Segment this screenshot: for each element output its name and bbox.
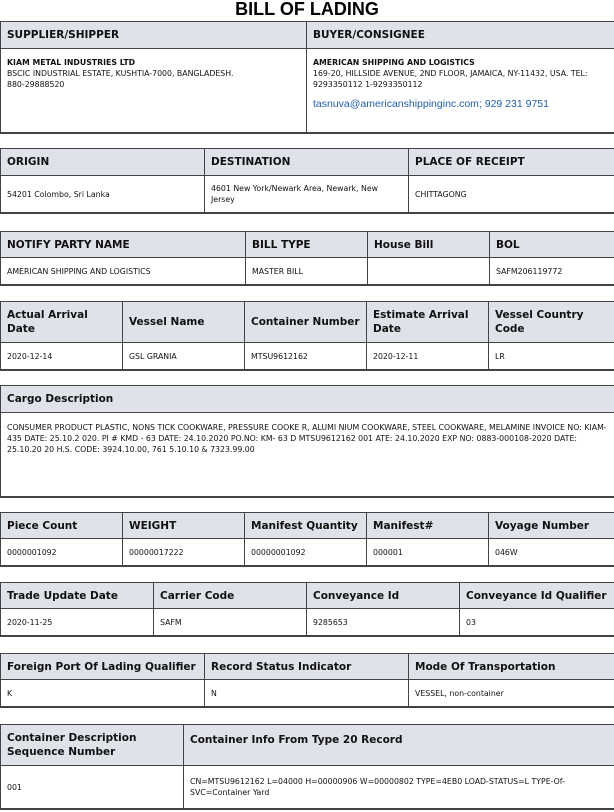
- container-sequence-value: 001: [1, 766, 184, 809]
- pieces-table: [0, 512, 614, 567]
- container-table: [0, 724, 614, 810]
- weight-value: 00000017222: [123, 539, 245, 566]
- conveyance-qualifier-header: Conveyance Id Qualifier: [460, 583, 614, 609]
- conveyance-qualifier-value: 03: [460, 609, 614, 636]
- vessel-name-header: Vessel Name: [123, 302, 245, 343]
- voyage-number-value: 046W: [489, 539, 614, 566]
- foreign-port-value: K: [1, 680, 205, 707]
- notify-party-header: NOTIFY PARTY NAME: [1, 232, 246, 258]
- actual-arrival-header: Actual Arrival Date: [1, 302, 123, 343]
- foreign-port-header: Foreign Port Of Lading Qualifier: [1, 654, 205, 680]
- estimate-arrival-header: Estimate Arrival Date: [367, 302, 489, 343]
- manifest-number-header: Manifest#: [367, 513, 489, 539]
- house-bill-value: [368, 258, 490, 285]
- consignee-header: BUYER/CONSIGNEE: [307, 22, 614, 49]
- house-bill-header: House Bill: [368, 232, 490, 258]
- conveyance-id-value: 9285653: [307, 609, 460, 636]
- place-of-receipt-header: PLACE OF RECEIPT: [409, 149, 614, 176]
- bol-value: SAFM206119772: [490, 258, 614, 285]
- container-number-value: MTSU9612162: [245, 343, 367, 370]
- notify-table: [0, 231, 614, 286]
- conveyance-id-header: Conveyance Id: [307, 583, 460, 609]
- estimate-arrival-value: 2020-12-11: [367, 343, 489, 370]
- consignee-name: AMERICAN SHIPPING AND LOGISTICS: [313, 58, 475, 67]
- manifest-quantity-header: Manifest Quantity: [245, 513, 367, 539]
- manifest-number-value: 000001: [367, 539, 489, 566]
- record-status-header: Record Status Indicator: [205, 654, 409, 680]
- place-of-receipt-value: CHITTAGONG: [409, 176, 614, 213]
- trade-update-value: 2020-11-25: [1, 609, 154, 636]
- container-info-header: Container Info From Type 20 Record: [184, 725, 614, 766]
- piece-count-value: 0000001092: [1, 539, 123, 566]
- mode-of-transport-value: VESSEL, non-container: [409, 680, 614, 707]
- destination-value: 4601 New York/Newark Area, Newark, New Jersey: [205, 176, 409, 213]
- vessel-country-header: Vessel Country Code: [489, 302, 614, 343]
- shipper-header: SUPPLIER/SHIPPER: [1, 22, 307, 49]
- vessel-country-value: LR: [489, 343, 614, 370]
- cargo-description-header: Cargo Description: [1, 386, 614, 413]
- weight-header: WEIGHT: [123, 513, 245, 539]
- bill-type-header: BILL TYPE: [246, 232, 368, 258]
- destination-header: DESTINATION: [205, 149, 409, 176]
- trade-table: [0, 582, 614, 637]
- cargo-description-value: CONSUMER PRODUCT PLASTIC, NONS TICK COOKWARE, PRESSURE COOKE R, ALUMI NIUM COOKWARE, STEEL COOKWARE, MELAMINE INVOICE NO: KIAM- 435 DATE: 25.10.2 020. PI # KMD - 63 DATE: 24.10.2020 PO.NO: KM- 63 D MTSU9612162 001 ATE: 24.10.2020 EXP NO: 0883-000108-2020 DATE: 25.10.20 20 H.S. CODE: 3924.10.00, 761 5.10.10 & 7323.99.00: [1, 413, 614, 497]
- origin-header: ORIGIN: [1, 149, 205, 176]
- piece-count-header: Piece Count: [1, 513, 123, 539]
- record-status-value: N: [205, 680, 409, 707]
- manifest-quantity-value: 00000001092: [245, 539, 367, 566]
- trade-update-header: Trade Update Date: [1, 583, 154, 609]
- lading-table: [0, 653, 614, 708]
- consignee-phone: 9293350112 1-9293350112: [313, 80, 423, 89]
- shipper-cell: [1, 49, 307, 133]
- vessel-name-value: GSL GRANIA: [123, 343, 245, 370]
- bill-type-value: MASTER BILL: [246, 258, 368, 285]
- arrival-table: [0, 301, 614, 371]
- consignee-contact-link[interactable]: tasnuva@americanshippinginc.com; 929 231 9751: [313, 98, 549, 110]
- route-table: [0, 148, 614, 214]
- actual-arrival-value: 2020-12-14: [1, 343, 123, 370]
- cargo-table: [0, 385, 614, 498]
- carrier-code-value: SAFM: [154, 609, 307, 636]
- document-title: BILL OF LADING: [235, 0, 379, 19]
- shipper-address: BSCIC INDUSTRIAL ESTATE, KUSHTIA-7000, BANGLADESH.: [7, 69, 234, 78]
- voyage-number-header: Voyage Number: [489, 513, 614, 539]
- consignee-cell: [307, 49, 614, 133]
- consignee-address: 169-20, HILLSIDE AVENUE, 2ND FLOOR, JAMAICA, NY-11432, USA. TEL:: [313, 69, 588, 78]
- notify-party-value: AMERICAN SHIPPING AND LOGISTICS: [1, 258, 246, 285]
- shipper-name: KIAM METAL INDUSTRIES LTD: [7, 58, 136, 67]
- mode-of-transport-header: Mode Of Transportation: [409, 654, 614, 680]
- shipper-phone: 880-29888520: [7, 80, 65, 89]
- container-sequence-header: Container Description Sequence Number: [1, 725, 184, 766]
- container-info-value: CN=MTSU9612162 L=04000 H=00000906 W=00000802 TYPE=4EB0 LOAD-STATUS=L TYPE-Of-SVC=Container Yard: [184, 766, 614, 809]
- origin-value: 54201 Colombo, Sri Lanka: [1, 176, 205, 213]
- parties-table: [0, 21, 614, 134]
- carrier-code-header: Carrier Code: [154, 583, 307, 609]
- container-number-header: Container Number: [245, 302, 367, 343]
- bol-header: BOL: [490, 232, 614, 258]
